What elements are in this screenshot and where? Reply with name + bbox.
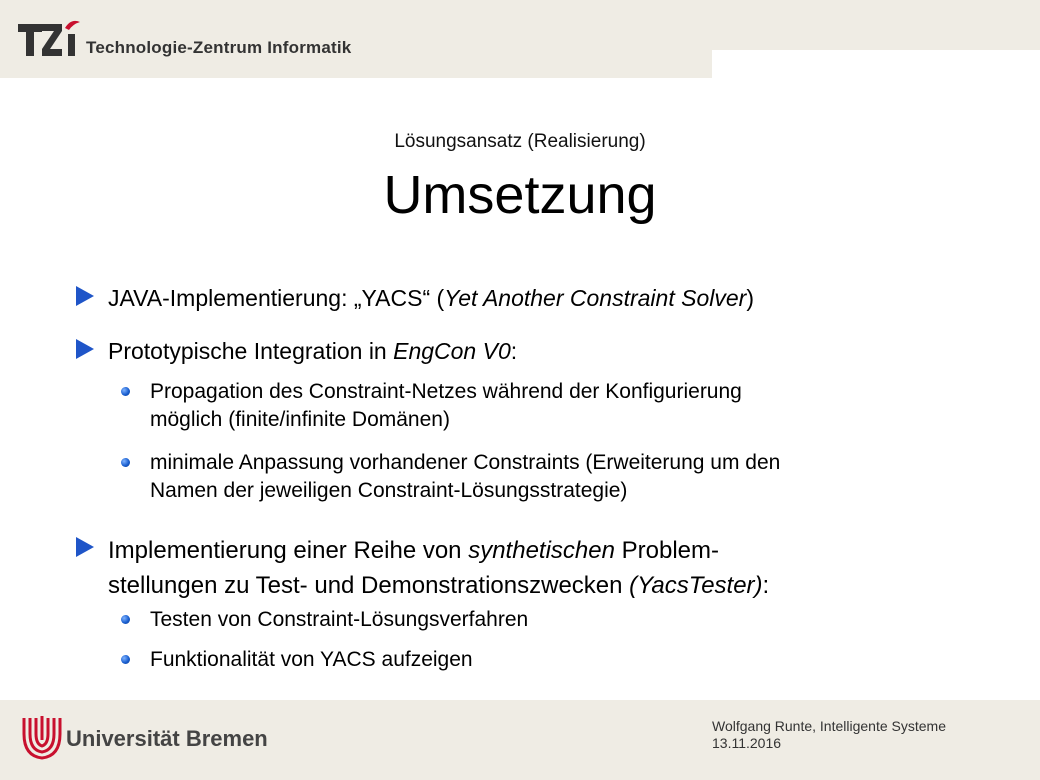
bullet-text: : <box>510 338 518 364</box>
subbullet-functionality <box>150 646 473 674</box>
bullet-emphasis: (YacsTester) <box>629 572 763 599</box>
subbullet-adaptation <box>150 449 780 505</box>
footer-author: Wolfgang Runte, Intelligente Systeme <box>712 718 946 734</box>
bullet-text: Implementierung einer Reihe von <box>108 537 469 564</box>
bullet-java-implementation <box>108 282 754 314</box>
slide-subtitle: Lösungsansatz (Realisierung) <box>394 131 646 152</box>
university-seal-icon <box>22 712 62 762</box>
subbullet-propagation <box>150 378 742 434</box>
bullet-emphasis: Yet Another Constraint Solver <box>444 285 747 311</box>
footer-date: 13.11.2016 <box>712 735 782 751</box>
bullet-text: : <box>762 572 770 599</box>
bullet-dot-icon <box>121 387 130 396</box>
bullet-text: Problem- <box>614 537 719 564</box>
slide-title: Umsetzung <box>383 165 657 225</box>
bullet-line <box>108 533 769 568</box>
subbullet-line: Namen der jeweiligen Constraint-Lösungsstrategie) <box>150 479 628 502</box>
bullet-arrow-icon <box>74 285 96 307</box>
bullet-emphasis: EngCon V0 <box>393 338 511 364</box>
bullet-dot-icon <box>121 458 130 467</box>
subbullet-line: Testen von Constraint-Lösungsverfahren <box>150 608 529 631</box>
subbullet-line: minimale Anpassung vorhandener Constraints (Erweiterung um den <box>150 451 781 474</box>
university-name: Universität Bremen <box>66 726 268 751</box>
subbullet-line: Funktionalität von YACS aufzeigen <box>150 648 473 671</box>
logo-text: Technologie-Zentrum Informatik <box>86 38 352 57</box>
bullet-arrow-icon <box>74 536 96 558</box>
subbullet-line: Propagation des Constraint-Netzes während der Konfigurierung <box>150 380 742 403</box>
bullet-arrow-icon <box>74 338 96 360</box>
bullet-prototype-integration <box>108 335 517 367</box>
bullet-synthetic-problems <box>108 533 769 603</box>
bullet-dot-icon <box>121 655 130 664</box>
bullet-text: JAVA-Implementierung: „YACS“ ( <box>108 285 445 311</box>
bullet-emphasis: synthetischen <box>468 537 615 564</box>
subbullet-testing <box>150 606 528 634</box>
bullet-line <box>108 568 769 603</box>
bullet-text: ) <box>746 285 754 311</box>
subbullet-line: möglich (finite/infinite Domänen) <box>150 408 450 431</box>
bullet-text: Prototypische Integration in <box>108 338 394 364</box>
footer-meta <box>712 718 946 752</box>
bullet-dot-icon <box>121 615 130 624</box>
bullet-text: stellungen zu Test- und Demonstrationszwecken <box>108 572 630 599</box>
